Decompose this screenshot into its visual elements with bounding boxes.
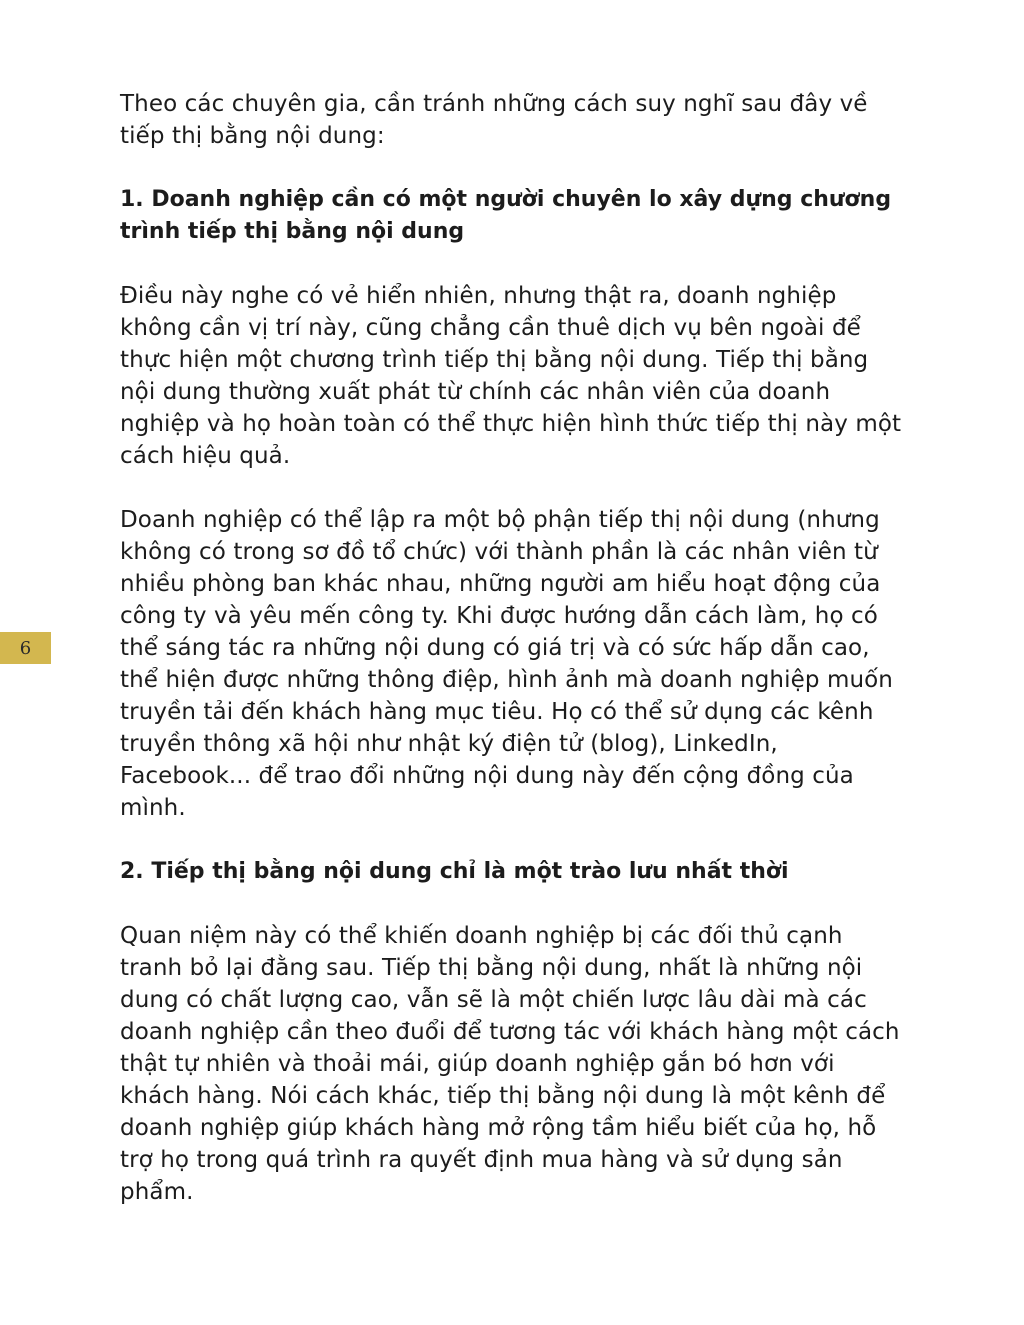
section-1-heading: 1. Doanh nghiệp cần có một người chuyên lo xây dựng chương trình tiếp thị bằng nội dung: [120, 187, 892, 244]
section-1-paragraph-2: Doanh nghiệp có thể lập ra một bộ phận tiếp thị nội dung (nhưng không có trong sơ đồ tổ chức) với thành phần là các nhân viên từ nhiều phòng ban khác nhau, những người am hiểu hoạt động của công ty và yêu mến công ty. Khi được hướng dẫn cách làm, họ có thể sáng tác ra những nội dung có giá trị và có sức hấp dẫn cao, thể hiện được những thông điệp, hình ảnh mà doanh nghiệp muốn truyền tải đến khách hàng mục tiêu. Họ có thể sử dụng các kênh truyền thông xã hội như nhật ký điện tử (blog), LinkedIn, Facebook... để trao đổi những nội dung này đến cộng đồng của mình.: [120, 507, 893, 821]
intro-paragraph: Theo các chuyên gia, cần tránh những cách suy nghĩ sau đây về tiếp thị bằng nội dung:: [120, 91, 868, 149]
section-1-paragraph-1: Điều này nghe có vẻ hiển nhiên, nhưng thật ra, doanh nghiệp không cần vị trí này, cũng chẳng cần thuê dịch vụ bên ngoài để thực hiện một chương trình tiếp thị bằng nội dung. Tiếp thị bằng nội dung thường xuất phát từ chính các nhân viên của doanh nghiệp và họ hoàn toàn có thể thực hiện hình thức tiếp thị này một cách hiệu quả.: [120, 283, 902, 469]
page-body: [120, 88, 905, 1208]
page-number: 6: [19, 637, 32, 659]
spacer: [120, 248, 905, 280]
section-2-heading: 2. Tiếp thị bằng nội dung chỉ là một trào lưu nhất thời: [120, 859, 789, 884]
spacer: [120, 824, 905, 856]
spacer: [120, 472, 905, 504]
spacer: [120, 152, 905, 184]
page-number-tab: [0, 632, 51, 664]
spacer: [120, 888, 905, 920]
section-2-paragraph-1: Quan niệm này có thể khiến doanh nghiệp bị các đối thủ cạnh tranh bỏ lại đằng sau. Tiếp thị bằng nội dung, nhất là những nội dung có chất lượng cao, vẫn sẽ là một chiến lược lâu dài mà các doanh nghiệp cần theo đuổi để tương tác với khách hàng một cách thật tự nhiên và thoải mái, giúp doanh nghiệp gắn bó hơn với khách hàng. Nói cách khác, tiếp thị bằng nội dung là một kênh để doanh nghiệp giúp khách hàng mở rộng tầm hiểu biết của họ, hỗ trợ họ trong quá trình ra quyết định mua hàng và sử dụng sản phẩm.: [120, 923, 900, 1205]
